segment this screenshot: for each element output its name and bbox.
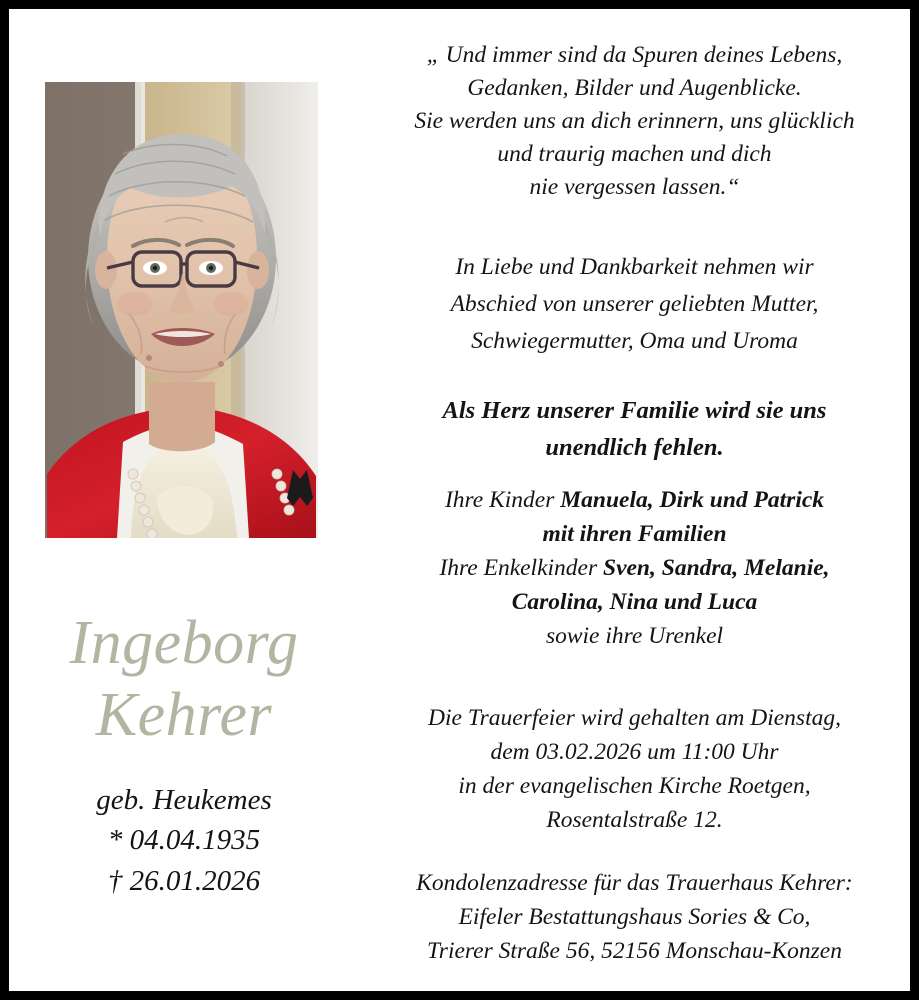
tribute-line: unendlich fehlen. (545, 434, 724, 461)
farewell-line: Schwiegermutter, Oma und Uroma (471, 328, 798, 354)
grandchildren-names-2: Carolina, Nina und Luca (511, 589, 758, 615)
right-column (359, 9, 910, 991)
funeral-service-details (359, 701, 910, 837)
left-column (9, 9, 359, 991)
children-label: Ihre Kinder (444, 487, 561, 513)
birth-date: * 04.04.1935 (107, 824, 261, 856)
children-suffix: mit ihren Familien (542, 521, 727, 547)
farewell-line: Abschied von unserer geliebten Mutter, (450, 291, 819, 317)
maiden-name: geb. Heukemes (96, 784, 272, 816)
condolence-line: Eifeler Bestattungshaus Sories & Co, (458, 904, 811, 930)
service-line: Rosentalstraße 12. (546, 807, 723, 833)
grandchildren-names-1: Sven, Sandra, Melanie, (603, 555, 830, 581)
service-line: dem 03.02.2026 um 11:00 Uhr (490, 739, 779, 765)
grandchildren-label: Ihre Enkelkinder (439, 555, 603, 581)
grandchildren-line-2 (359, 585, 910, 619)
service-line: in der evangelischen Kirche Roetgen, (458, 773, 811, 799)
first-name: Ingeborg (69, 609, 299, 677)
name-block (9, 607, 359, 902)
children-suffix-line (359, 517, 910, 551)
verse-line: und traurig machen und dich (497, 141, 772, 167)
great-grandchildren-line: sowie ihre Urenkel (545, 623, 724, 649)
family-survivors (359, 483, 910, 653)
farewell-text (359, 249, 910, 360)
children-names: Manuela, Dirk und Patrick (560, 487, 825, 513)
death-date: † 26.01.2026 (107, 865, 261, 897)
last-name: Kehrer (95, 681, 273, 749)
verse-line: nie vergessen lassen.“ (529, 174, 740, 200)
portrait-illustration (45, 82, 318, 538)
condolence-line: Trierer Straße 56, 52156 Monschau-Konzen (427, 938, 842, 964)
memorial-verse (359, 39, 910, 204)
portrait-photo (45, 82, 318, 538)
condolence-address (359, 866, 910, 968)
obituary-notice-body (9, 9, 910, 991)
grandchildren-line (359, 551, 910, 585)
service-line: Die Trauerfeier wird gehalten am Dienstag, (428, 705, 841, 731)
tribute-text (359, 392, 910, 466)
farewell-line: In Liebe und Dankbarkeit nehmen wir (455, 254, 814, 280)
verse-line: Gedanken, Bilder und Augenblicke. (467, 75, 802, 101)
verse-line: Sie werden uns an dich erinnern, uns glücklich (414, 108, 855, 134)
children-line (359, 483, 910, 517)
tribute-line: Als Herz unserer Familie wird sie uns (442, 397, 827, 424)
condolence-line: Kondolenzadresse für das Trauerhaus Kehrer: (416, 870, 853, 896)
verse-line: „ Und immer sind da Spuren deines Lebens, (426, 42, 843, 68)
